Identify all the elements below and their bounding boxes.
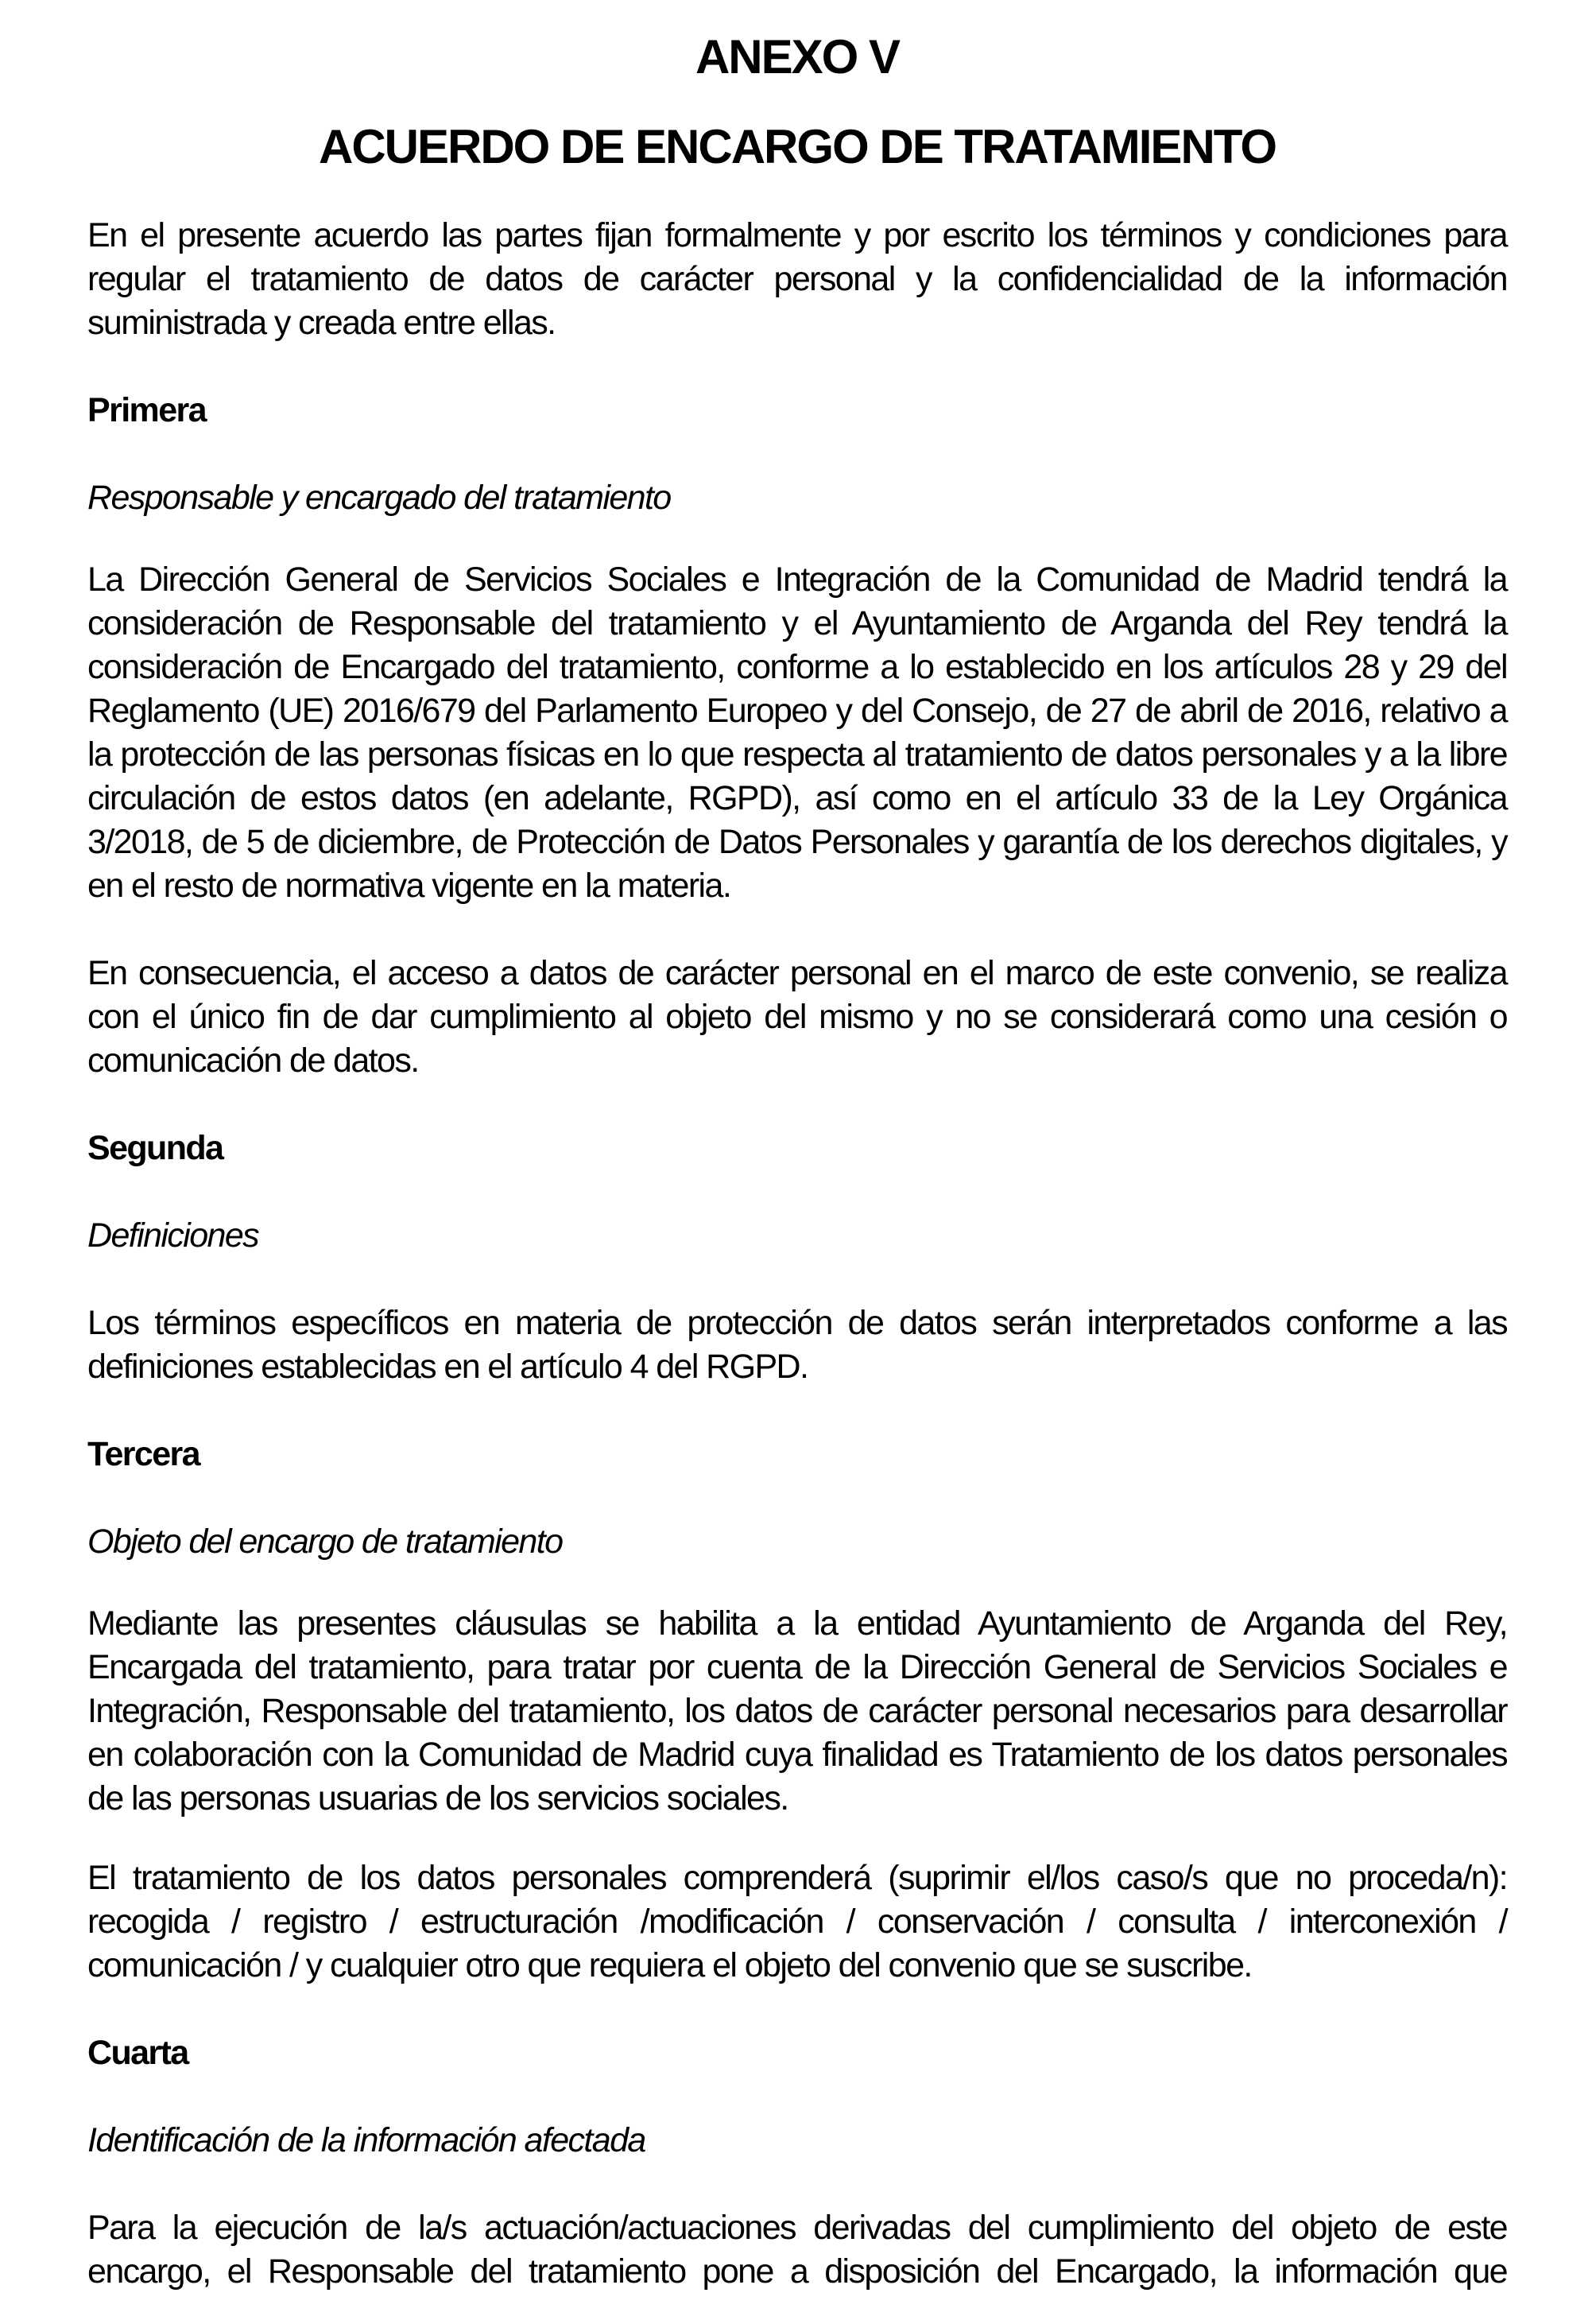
section-tercera [87,1433,1507,1988]
doc-title-acuerdo: ACUERDO DE ENCARGO DE TRATAMIENTO [318,120,1276,173]
intro-paragraph: En el presente acuerdo las partes fijan formalmente y por escrito los términos y condiciones para regular el tratamiento de datos de carácter personal y la confidencialidad de la información suministrada y creada entre ellas. [87,216,1507,342]
section-heading-primera: Primera [87,391,206,429]
section-segunda [87,1127,1507,1389]
section-subheading-primera: Responsable y encargado del tratamiento [87,479,671,517]
paragraph: El tratamiento de los datos personales comprenderá (suprimir el/los caso/s que no proceda/n): recogida / registro / estructuración /modificación / conservación / consulta / interconexión / comunicación / y cualquier otro que requiera el objeto del convenio que se suscribe. [87,1859,1507,1984]
section-cuarta [87,2031,1507,2294]
paragraph: Los términos específicos en materia de protección de datos serán interpretados conforme a las definiciones establecidas en el artículo 4 del RGPD. [87,1304,1507,1386]
section-subheading-cuarta: Identificación de la información afectada [87,2121,645,2159]
section-heading-cuarta: Cuarta [87,2034,188,2072]
section-heading-tercera: Tercera [87,1435,200,1473]
section-heading-segunda: Segunda [87,1129,223,1167]
section-subheading-segunda: Definiciones [87,1216,259,1255]
doc-title-anexo: ANEXO V [695,30,900,83]
section-subheading-tercera: Objeto del encargo de tratamiento [87,1523,563,1561]
paragraph-truncated-by-page-break: Para la ejecución de la/s actuación/actuaciones derivadas del cumplimiento del objeto de este encargo, el Responsable del tratamiento pone a disposición del Encargado, la información que [87,2209,1507,2291]
paragraph: En consecuencia, el acceso a datos de carácter personal en el marco de este convenio, se realiza con el único fin de dar cumplimiento al objeto del mismo y no se considerará como una cesión o comunicación de datos. [87,954,1507,1080]
paragraph: Mediante las presentes cláusulas se habilita a la entidad Ayuntamiento de Arganda del Rey, Encargada del tratamiento, para tratar por cuenta de la Dirección General de Servicios Sociales e Integración, Responsable del tratamiento, los datos de carácter personal necesarios para desarrollar en colaboración con la Comunidad de Madrid cuya finalidad es Tratamiento de los datos personales de las personas usuarias de los servicios sociales. [87,1604,1507,1817]
paragraph: La Dirección General de Servicios Sociales e Integración de la Comunidad de Madrid tendrá la consideración de Responsable del tratamiento y el Ayuntamiento de Arganda del Rey tendrá la consideración de Encargado del tratamiento, conforme a lo establecido en los artículos 28 y 29 del Reglamento (UE) 2016/679 del Parlamento Europeo y del Consejo, de 27 de abril de 2016, relativo a la protección de las personas físicas en lo que respecta al tratamiento de datos personales y a la libre circulación de estos datos (en adelante, RGPD), así como en el artículo 33 de la Ley Orgánica 3/2018, de 5 de diciembre, de Protección de Datos Personales y garantía de los derechos digitales, y en el resto de normativa vigente en la materia. [87,561,1507,905]
section-primera [87,389,1507,1083]
